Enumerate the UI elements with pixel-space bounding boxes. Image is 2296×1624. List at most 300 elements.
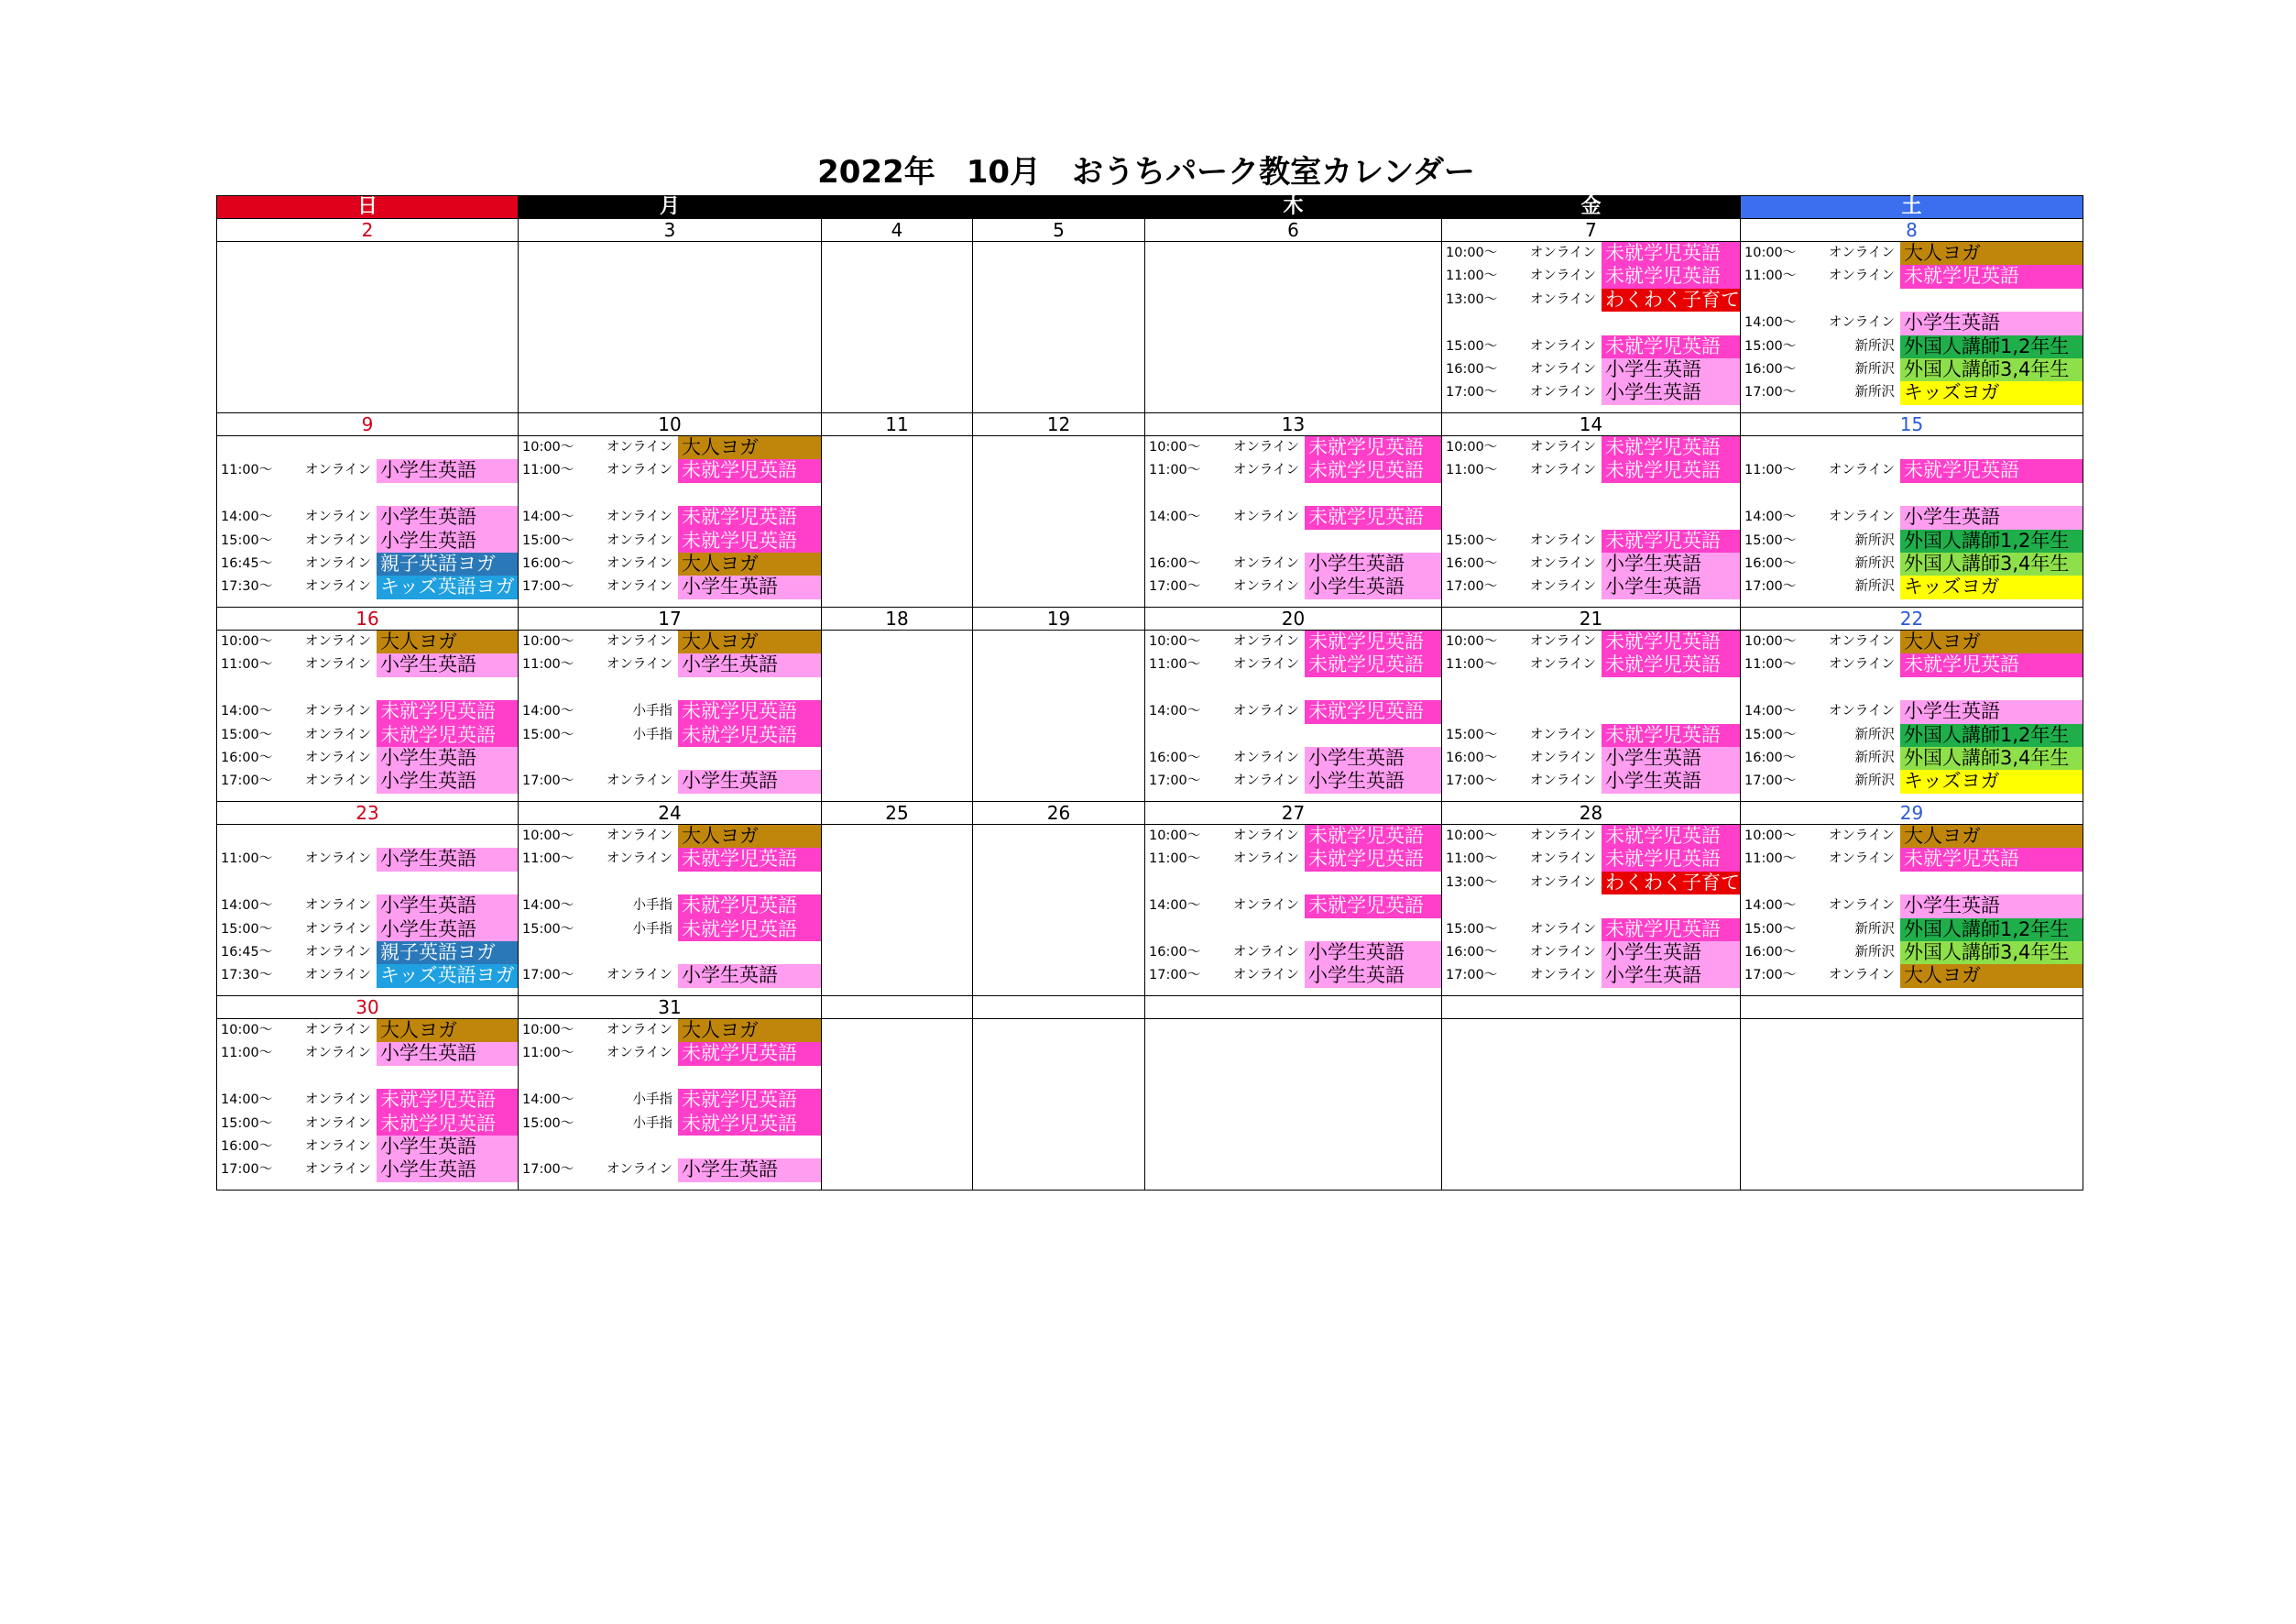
empty-slot [1442, 506, 1740, 529]
date-row [217, 802, 2083, 825]
class-time: 11:00～ [1744, 269, 1797, 284]
class-entry [1145, 964, 1441, 987]
class-time: 11:00～ [1744, 463, 1797, 478]
class-name: 未就学児英語 [1305, 436, 1441, 459]
class-location: オンライン [304, 774, 371, 789]
class-name: 未就学児英語 [678, 1089, 821, 1112]
class-location: 新所沢 [1854, 727, 1895, 742]
class-name: 未就学児英語 [1602, 825, 1740, 848]
class-entry [1442, 848, 1740, 871]
class-entry [217, 576, 518, 598]
class-location: 新所沢 [1854, 921, 1895, 937]
class-entry [217, 941, 518, 964]
class-entry [217, 894, 518, 917]
day-slots [1442, 436, 1740, 599]
class-time: 17:00～ [1744, 968, 1797, 983]
class-time: 15:00～ [522, 727, 574, 742]
class-name: 大人ヨガ [1900, 825, 2083, 848]
class-time: 15:00～ [221, 921, 273, 937]
class-time: 15:00～ [1744, 338, 1797, 354]
class-location: 小手指 [632, 1115, 672, 1131]
class-location: オンライン [1529, 944, 1596, 960]
class-location: オンライン [1529, 634, 1596, 649]
empty-slot [217, 1066, 518, 1089]
class-name: 小学生英語 [1602, 964, 1740, 987]
class-entry [1741, 265, 2083, 288]
class-location: オンライン [304, 750, 371, 765]
empty-slot [1145, 872, 1441, 894]
class-entry [1741, 825, 2083, 848]
class-location: オンライン [1529, 921, 1596, 937]
events-row [217, 825, 2083, 996]
class-time: 13:00～ [1446, 291, 1498, 307]
class-location: オンライン [1232, 440, 1299, 455]
class-time: 13:00～ [1446, 874, 1498, 890]
class-time: 17:00～ [1149, 968, 1201, 983]
class-name: 未就学児英語 [1602, 631, 1740, 653]
class-name: 未就学児英語 [1602, 848, 1740, 871]
class-time: 10:00～ [1149, 634, 1201, 649]
day-cell [1442, 436, 1741, 608]
class-entry [519, 918, 821, 941]
class-location: オンライン [606, 657, 672, 673]
class-location: オンライン [1529, 750, 1596, 765]
day-slots [519, 631, 821, 794]
class-name: 大人ヨガ [1900, 631, 2083, 653]
class-location: オンライン [1828, 510, 1895, 525]
class-entry [1442, 941, 1740, 964]
class-entry [1145, 894, 1441, 917]
class-name: 未就学児英語 [1602, 265, 1740, 288]
empty-slot [1442, 894, 1740, 917]
day-cell [1741, 436, 2083, 608]
class-name: 小学生英語 [1602, 358, 1740, 381]
class-entry [217, 918, 518, 941]
class-location: オンライン [606, 532, 672, 548]
class-name: 未就学児英語 [1900, 459, 2083, 482]
date-number: 21 [1442, 608, 1741, 631]
class-time: 15:00～ [1446, 532, 1498, 548]
class-time: 11:00～ [1744, 657, 1797, 673]
class-location: オンライン [606, 851, 672, 867]
class-name: 小学生英語 [377, 848, 518, 871]
date-row [217, 219, 2083, 242]
class-location: オンライン [304, 579, 371, 595]
day-slots [1741, 631, 2083, 794]
class-entry [1741, 700, 2083, 723]
date-number: 17 [519, 608, 822, 631]
class-time: 15:00～ [1446, 921, 1498, 937]
class-location: オンライン [1828, 246, 1895, 260]
day-cell [973, 436, 1145, 608]
class-entry [519, 459, 821, 482]
class-location: オンライン [1232, 828, 1299, 843]
class-time: 11:00～ [522, 463, 574, 478]
class-name: 未就学児英語 [1305, 506, 1441, 529]
day-slots [217, 436, 518, 599]
day-cell [1741, 1019, 2083, 1191]
class-name: 未就学児英語 [1602, 242, 1740, 265]
class-name: 外国人講師1,2年生 [1900, 918, 2083, 941]
class-entry [519, 631, 821, 653]
class-name: 外国人講師1,2年生 [1900, 530, 2083, 553]
date-row [217, 413, 2083, 436]
class-location: オンライン [606, 634, 672, 649]
class-time: 15:00～ [1744, 921, 1797, 937]
class-name: 小学生英語 [1305, 576, 1441, 598]
class-location: 新所沢 [1854, 338, 1895, 354]
day-cell [973, 631, 1145, 802]
day-cell [973, 825, 1145, 996]
class-time: 17:00～ [522, 774, 574, 789]
class-location: オンライン [304, 968, 371, 983]
empty-slot [217, 483, 518, 506]
date-number: 11 [822, 413, 973, 436]
class-time: 15:00～ [1744, 727, 1797, 742]
date-number [1145, 996, 1442, 1019]
class-entry [1442, 530, 1740, 553]
class-location: オンライン [304, 1023, 371, 1037]
class-entry [1442, 724, 1740, 747]
class-time: 16:00～ [1744, 944, 1797, 960]
class-entry [1741, 964, 2083, 987]
class-entry [1145, 553, 1441, 576]
class-time: 10:00～ [1446, 246, 1498, 260]
class-time: 14:00～ [221, 510, 273, 525]
class-location: オンライン [304, 555, 371, 571]
class-time: 15:00～ [1446, 727, 1498, 742]
date-number: 14 [1442, 413, 1741, 436]
class-location: オンライン [1232, 898, 1299, 914]
class-entry [1442, 553, 1740, 576]
day-cell [217, 825, 519, 996]
date-number: 5 [973, 219, 1145, 242]
empty-slot [1741, 677, 2083, 700]
class-name: 小学生英語 [377, 1136, 518, 1158]
class-entry [1741, 918, 2083, 941]
day-cell [519, 825, 822, 996]
day-cell [973, 242, 1145, 413]
class-entry [519, 576, 821, 598]
class-entry [1741, 242, 2083, 265]
class-location: 新所沢 [1854, 944, 1895, 960]
date-number: 16 [217, 608, 519, 631]
class-location: オンライン [1529, 555, 1596, 571]
date-number: 12 [973, 413, 1145, 436]
class-name: 外国人講師3,4年生 [1900, 747, 2083, 770]
class-location: オンライン [304, 727, 371, 742]
class-location: オンライン [1529, 727, 1596, 742]
day-cell [1145, 436, 1442, 608]
class-time: 17:00～ [1446, 774, 1498, 789]
class-location: オンライン [304, 634, 371, 649]
class-entry [217, 1113, 518, 1136]
class-name: 未就学児英語 [1602, 335, 1740, 358]
class-time: 11:00～ [1744, 851, 1797, 867]
class-name: 小学生英語 [1602, 770, 1740, 793]
class-location: オンライン [1828, 851, 1895, 867]
class-time: 14:00～ [1744, 898, 1797, 914]
class-name: 小学生英語 [678, 576, 821, 598]
class-entry [1741, 941, 2083, 964]
empty-slot [217, 677, 518, 700]
class-entry [1442, 825, 1740, 848]
day-cell [519, 1019, 822, 1191]
date-number: 23 [217, 802, 519, 825]
class-name: 小学生英語 [1602, 747, 1740, 770]
class-entry [519, 506, 821, 529]
class-location: 新所沢 [1854, 555, 1895, 571]
date-row [217, 996, 2083, 1019]
class-name: 未就学児英語 [377, 1113, 518, 1136]
class-name: 小学生英語 [1900, 312, 2083, 335]
class-time: 15:00～ [221, 532, 273, 548]
class-name: 親子英語ヨガ [377, 553, 518, 576]
class-entry [519, 700, 821, 723]
class-name: 小学生英語 [1305, 770, 1441, 793]
class-name: 小学生英語 [678, 1158, 821, 1181]
class-location: オンライン [1529, 440, 1596, 455]
weekday-header-col4 [973, 196, 1145, 219]
class-time: 15:00～ [1446, 338, 1498, 354]
class-location: オンライン [304, 510, 371, 525]
class-time: 17:00～ [1446, 968, 1498, 983]
class-location: オンライン [1529, 385, 1596, 401]
class-entry [519, 553, 821, 576]
class-location: オンライン [304, 921, 371, 937]
class-location: オンライン [304, 898, 371, 914]
class-location: オンライン [1232, 463, 1299, 478]
class-time: 14:00～ [1149, 704, 1201, 719]
empty-slot [519, 872, 821, 894]
class-time: 14:00～ [1744, 510, 1797, 525]
class-entry [519, 1089, 821, 1112]
class-name: 大人ヨガ [1900, 964, 2083, 987]
class-entry [519, 1042, 821, 1065]
empty-slot [1145, 530, 1441, 553]
class-entry [1442, 381, 1740, 404]
class-entry [1741, 653, 2083, 676]
class-time: 17:00～ [522, 968, 574, 983]
class-location: オンライン [1828, 315, 1895, 331]
date-number: 28 [1442, 802, 1741, 825]
class-time: 11:00～ [221, 463, 273, 478]
class-entry [1442, 576, 1740, 598]
class-name: 小学生英語 [1305, 964, 1441, 987]
date-number: 31 [519, 996, 822, 1019]
empty-slot [519, 941, 821, 964]
class-location: 小手指 [632, 727, 672, 742]
class-entry [519, 964, 821, 987]
class-name: 未就学児英語 [678, 1113, 821, 1136]
class-entry [217, 964, 518, 987]
class-time: 10:00～ [1149, 828, 1201, 843]
class-time: 16:00～ [1149, 750, 1201, 765]
class-name: 大人ヨガ [678, 1019, 821, 1042]
class-time: 14:00～ [522, 510, 574, 525]
class-name: 小学生英語 [678, 770, 821, 793]
class-location: オンライン [1828, 634, 1895, 649]
class-entry [1145, 631, 1441, 653]
class-name: 大人ヨガ [377, 631, 518, 653]
class-time: 11:00～ [221, 1046, 273, 1061]
class-time: 11:00～ [522, 1046, 574, 1061]
class-time: 16:00～ [1446, 555, 1498, 571]
date-number: 27 [1145, 802, 1442, 825]
class-entry [519, 724, 821, 747]
class-location: オンライン [606, 968, 672, 983]
class-name: 小学生英語 [377, 747, 518, 770]
empty-slot [1145, 483, 1441, 506]
day-slots [1145, 436, 1441, 599]
class-entry [1442, 265, 1740, 288]
class-entry [1442, 631, 1740, 653]
class-time: 14:00～ [1149, 510, 1201, 525]
empty-slot [1741, 872, 2083, 894]
class-entry [1145, 770, 1441, 793]
day-slots [1442, 825, 1740, 988]
class-time: 14:00～ [1149, 898, 1201, 914]
empty-slot [519, 1136, 821, 1158]
class-entry [1741, 724, 2083, 747]
class-location: 小手指 [632, 898, 672, 914]
class-entry [1741, 381, 2083, 404]
class-entry [1145, 941, 1441, 964]
class-entry [1145, 506, 1441, 529]
class-time: 10:00～ [1446, 634, 1498, 649]
events-row [217, 1019, 2083, 1191]
class-name: 外国人講師3,4年生 [1900, 553, 2083, 576]
class-name: 未就学児英語 [678, 530, 821, 553]
class-location: オンライン [1529, 246, 1596, 260]
class-time: 11:00～ [1149, 463, 1201, 478]
class-location: 新所沢 [1854, 774, 1895, 789]
date-number: 8 [1741, 219, 2083, 242]
class-time: 10:00～ [1446, 440, 1498, 455]
class-location: オンライン [606, 510, 672, 525]
class-entry [217, 848, 518, 871]
class-entry [1442, 358, 1740, 381]
day-cell [822, 825, 973, 996]
date-number: 20 [1145, 608, 1442, 631]
class-time: 14:00～ [221, 898, 273, 914]
day-cell [1442, 1019, 1741, 1191]
class-location: オンライン [304, 657, 371, 673]
class-location: オンライン [1232, 944, 1299, 960]
class-entry [1741, 576, 2083, 598]
day-slots [217, 825, 518, 988]
class-location: オンライン [1529, 657, 1596, 673]
day-cell [1741, 242, 2083, 413]
date-number: 15 [1741, 413, 2083, 436]
class-entry [519, 1158, 821, 1181]
class-name: 大人ヨガ [678, 631, 821, 653]
class-name: 小学生英語 [1900, 700, 2083, 723]
class-entry [217, 1019, 518, 1042]
date-row [217, 608, 2083, 631]
class-name: わくわく子育て [1602, 289, 1740, 312]
class-name: 小学生英語 [377, 506, 518, 529]
class-time: 11:00～ [221, 851, 273, 867]
class-entry [217, 530, 518, 553]
class-location: オンライン [1529, 774, 1596, 789]
class-name: 未就学児英語 [1602, 530, 1740, 553]
class-entry [1145, 747, 1441, 770]
class-location: 小手指 [632, 921, 672, 937]
day-cell [217, 436, 519, 608]
class-time: 15:00～ [1744, 532, 1797, 548]
class-name: キッズヨガ [1900, 576, 2083, 598]
day-slots [1442, 631, 1740, 794]
class-location: オンライン [1828, 704, 1895, 719]
date-number: 26 [973, 802, 1145, 825]
class-name: 外国人講師1,2年生 [1900, 724, 2083, 747]
class-time: 15:00～ [522, 921, 574, 937]
day-slots [1741, 825, 2083, 988]
class-name: 外国人講師3,4年生 [1900, 941, 2083, 964]
date-number: 6 [1145, 219, 1442, 242]
class-entry [1145, 825, 1441, 848]
class-entry [217, 1042, 518, 1065]
class-entry [1145, 700, 1441, 723]
class-entry [519, 825, 821, 848]
class-entry [1145, 576, 1441, 598]
class-time: 10:00～ [522, 828, 574, 843]
empty-slot [217, 825, 518, 848]
class-time: 11:00～ [221, 657, 273, 673]
day-cell [1741, 825, 2083, 996]
class-location: オンライン [1232, 851, 1299, 867]
class-name: キッズ英語ヨガ [377, 964, 518, 987]
class-time: 17:00～ [1149, 579, 1201, 595]
date-number: 3 [519, 219, 822, 242]
class-name: 大人ヨガ [678, 553, 821, 576]
class-location: オンライン [606, 1046, 672, 1061]
class-entry [1741, 335, 2083, 358]
weekday-header-col3 [822, 196, 973, 219]
class-time: 14:00～ [522, 704, 574, 719]
class-entry [519, 770, 821, 793]
day-cell [1741, 631, 2083, 802]
class-name: 未就学児英語 [1305, 459, 1441, 482]
class-name: 未就学児英語 [678, 1042, 821, 1065]
class-time: 17:00～ [1446, 385, 1498, 401]
class-time: 11:00～ [1446, 463, 1498, 478]
day-slots [519, 825, 821, 988]
date-number [822, 996, 973, 1019]
class-name: 小学生英語 [377, 894, 518, 917]
day-slots [217, 631, 518, 794]
class-entry [519, 1019, 821, 1042]
calendar-table [216, 195, 2083, 1191]
class-entry [1741, 530, 2083, 553]
class-location: オンライン [1529, 851, 1596, 867]
class-location: オンライン [1828, 828, 1895, 843]
class-entry [1442, 436, 1740, 459]
class-entry [217, 1136, 518, 1158]
class-name: 未就学児英語 [678, 894, 821, 917]
class-name: 未就学児英語 [377, 700, 518, 723]
class-entry [1442, 242, 1740, 265]
class-time: 16:00～ [1446, 750, 1498, 765]
class-entry [1741, 631, 2083, 653]
class-name: 未就学児英語 [1602, 918, 1740, 941]
class-time: 10:00～ [1446, 828, 1498, 843]
class-name: 未就学児英語 [1305, 825, 1441, 848]
page-title: 2022年 10月 おうちパーク教室カレンダー [817, 154, 1475, 191]
class-entry [217, 724, 518, 747]
class-entry [519, 848, 821, 871]
